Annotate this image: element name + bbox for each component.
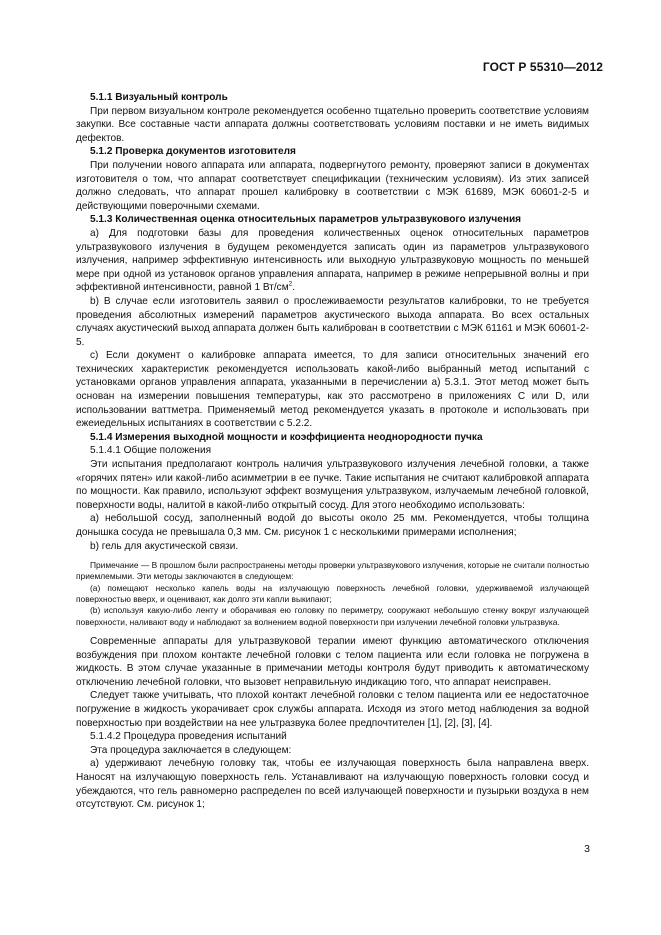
list-item-b: b) В случае если изготовитель заявил о прослеживаемости результатов калибровки, то не требуется проведения абсолютных измерений параметров акустического выхода аппарата. Во всех остальных случаях акустический выход аппарата должен быть калиброван в соответствии с МЭК 61161 и МЭК 60601-2-5. <box>76 295 589 348</box>
superscript: 2 <box>288 280 293 288</box>
section-heading-5-1-1: 5.1.1 Визуальный контроль <box>90 92 228 103</box>
list-item-a: а) небольшой сосуд, заполненный водой до высоты около 25 мм. Рекомендуется, чтобы толщина донышка сосуда не превышала 0,3 мм. См. рисунок 1 с несколькими примерами исполнения; <box>76 513 589 538</box>
paragraph: При первом визуальном контроле рекомендуется особенно тщательно проверить соответствие условиям закупки. Все составные части аппарата должны соответствовать условиям поставки и не иметь видимых дефектов. <box>76 105 589 144</box>
list-item-a-end: . <box>292 282 296 294</box>
paragraph: Следует также учитывать, что плохой контакт лечебной головки с телом пациента или ее недостаточное погружение в жидкость укорачивает срок службы аппарата. Исходя из этого метод наблюдения за водной поверхностью при воздействии на нее ультразвука более предпочтителен [1], [2], [3], [4]. <box>76 690 589 729</box>
list-item-c: c) Если документ о калибровке аппарата имеется, то для записи относительных значений его технических характеристик рекомендуется использовать какой-либо выбранный метод испытаний с установками органов управления аппарата, указанными в перечислении а) 5.3.1. Этот метод может быть основан на измерении повышения температуры, как это рассмотрено в приложениях C или D, или использовании ваттметра. Применяемый метод рекомендуется указать в протоколе и использовать при ежеиедельных испытаниях в соответствии с 5.2.2. <box>76 350 589 430</box>
list-item-b: b) гель для акустической связи. <box>90 540 239 552</box>
section-heading-5-1-2: 5.1.2 Проверка документов изготовителя <box>90 146 296 158</box>
page-number: 3 <box>584 843 590 855</box>
note-item-b: (b) используя какую-либо ленту и оборачивая ею головку по периметру, сооружают небольшую стенку вокруг излучающей поверхности, наливают воду и наблюдают за волнением водной поверхности при излучении лечебной головки ультразвука. <box>76 605 589 627</box>
note-item-a: (а) помещают несколько капель воды на излучающую поверхность лечебной головки, удерживаемой излучающей поверхностью вверх, и оценивают, как долго эти капли выкипают; <box>76 582 589 605</box>
subsection-heading-5-1-4-2: 5.1.4.2 Процедура проведения испытаний <box>90 731 287 743</box>
subsection-heading-5-1-4-1: 5.1.4.1 Общие положения <box>90 445 212 457</box>
paragraph: Эти испытания предполагают контроль наличия ультразвукового излучения лечебной головки, а также «горячих пятен» или какой-либо асимметрии в ее пучке. Такие испытания не считают калибровкой аппарата по мощности. Как правило, используют эффект возмущения ультразвуком, излучаемым лечебной головкой, поверхности воды, налитой в какой-либо открытый сосуд. Для этого необходимо использовать: <box>76 459 589 511</box>
paragraph: Эта процедура заключается в следующем: <box>90 744 292 756</box>
paragraph: При получении нового аппарата или аппарата, подвергнутого ремонту, проверяют записи в документах изготовителя о том, что аппарат соответствует спецификации (техническим условиям). Из этих записей должно следовать, что аппарат прошел калибровку в соответствии с МЭК 61689, МЭК 60601-2-5 и действующими поверочными схемами. <box>76 159 589 212</box>
list-item-a <box>76 227 589 295</box>
section-heading-5-1-3: 5.1.3 Количественная оценка относительных параметров ультразвукового излучения <box>90 214 522 226</box>
paragraph: Современные аппараты для ультразвуковой терапии имеют функцию автоматического отключения возбуждения при плохом контакте лечебной головки с телом пациента или если головка не погружена в жидкость. В этом случае указанные в примечании методы контроля будут приводить к автоматическому отключению лечебной головки, что вызовет неправильную индикацию того, что аппарат неисправен. <box>76 635 589 688</box>
section-heading-5-1-4: 5.1.4 Измерения выходной мощности и коэффициента неоднородности пучка <box>90 431 483 443</box>
list-item-a-text: а) Для подготовки базы для проведения количественных оценок относительных параметров ультразвукового излучения в будущем рекомендуется записать один из параметров ультразвукового излучения, например эффективную интенсивность или выходную ультразвуковую мощность по меньшей мере при одной из установок органов управления аппарата, например в режиме непрерывной волны и при эффективной интенсивности, равной 1 Вт/см <box>76 227 589 294</box>
document-body <box>76 91 589 812</box>
standard-header: ГОСТ Р 55310—2012 <box>482 60 603 74</box>
note-paragraph: Примечание — В прошлом были распространены методы проверки ультразвукового излучения, которые не считали полностью приемлемыми. Эти методы заключаются в следующем: <box>76 560 589 582</box>
list-item-a: а) удерживают лечебную головку так, чтобы ее излучающая поверхность была направлена вверх. Наносят на излучающую поверхность гель. Устанавливают на излучающую поверхность головки сосуд и убеждаются, что гель равномерно распределен по всей излучающей поверхности и пузырьки воздуха в нем отсутствуют. См. рисунок 1; <box>76 758 589 811</box>
